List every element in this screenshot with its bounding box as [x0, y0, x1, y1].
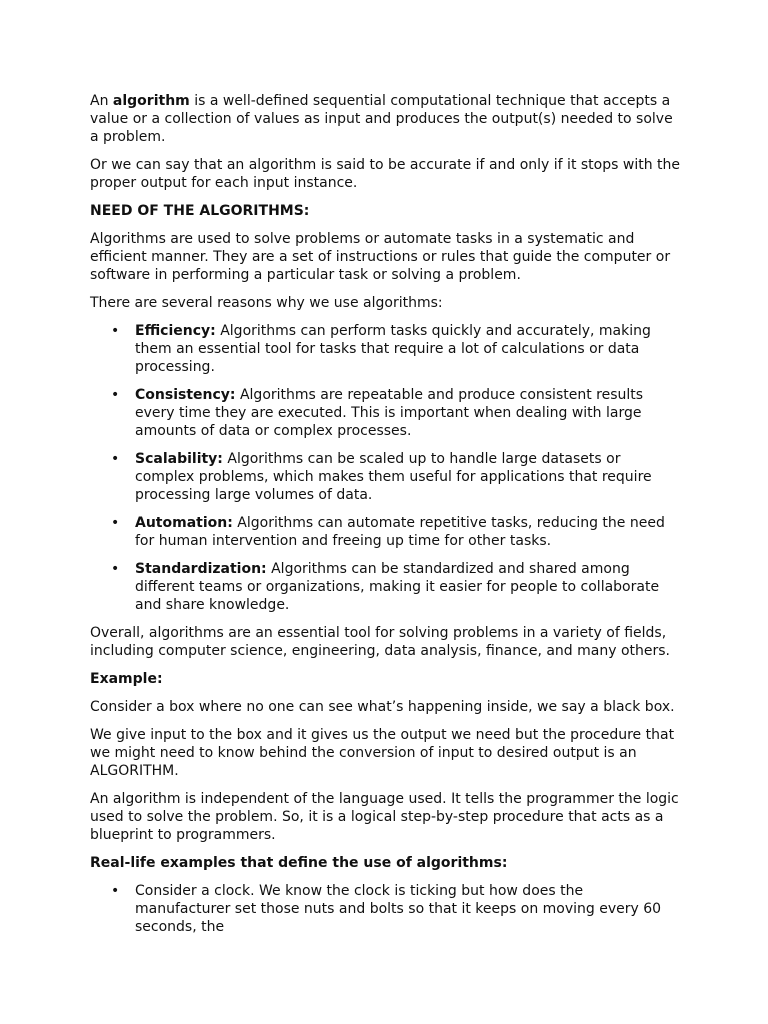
list-item-term: Consistency:	[135, 387, 236, 403]
list-item-automation	[111, 514, 682, 550]
intro-paragraph-1	[90, 92, 682, 146]
bullet-icon: •	[111, 515, 120, 531]
list-item-efficiency	[111, 322, 682, 376]
intro-text-suffix: is a well-defined sequential computational technique that accepts a value or a collection of values as input and produces the output(s) needed to solve a problem.	[90, 93, 673, 145]
real-life-list	[90, 882, 682, 936]
example-heading: Example:	[90, 671, 163, 687]
list-item-term: Standardization:	[135, 561, 267, 577]
list-item-clock	[111, 882, 682, 936]
list-item-standardization	[111, 560, 682, 614]
algorithm-term: algorithm	[112, 93, 190, 109]
intro-text-prefix: An	[90, 93, 113, 109]
list-item-text: Algorithms can perform tasks quickly and accurately, making them an essential tool for tasks that require a lot of calculations or data processing.	[135, 323, 651, 375]
bullet-icon: •	[111, 451, 120, 467]
need-paragraph-1: Algorithms are used to solve problems or automate tasks in a systematic and efficient manner. They are a set of instructions or rules that guide the computer or software in performing a particular task or solving a problem.	[90, 231, 671, 283]
list-item-text: Algorithms can be standardized and shared among different teams or organizations, making it easier for people to collaborate and share knowledge.	[135, 561, 660, 613]
example-paragraph-2: We give input to the box and it gives us the output we need but the procedure that we might need to know behind the conversion of input to desired output is an ALGORITHM.	[90, 727, 675, 779]
list-item-term: Automation:	[135, 515, 233, 531]
example-paragraph-1: Consider a box where no one can see what’s happening inside, we say a black box.	[90, 699, 675, 715]
list-item-text: Algorithms can be scaled up to handle large datasets or complex problems, which makes them useful for applications that require processing large volumes of data.	[135, 451, 652, 503]
list-item-text: Algorithms can automate repetitive tasks, reducing the need for human intervention and freeing up time for other tasks.	[135, 515, 665, 549]
overall-paragraph: Overall, algorithms are an essential tool for solving problems in a variety of fields, including computer science, engineering, data analysis, finance, and many others.	[90, 625, 671, 659]
list-item-text: Algorithms are repeatable and produce consistent results every time they are executed. This is important when dealing with large amounts of data or complex processes.	[135, 387, 644, 439]
need-paragraph-2: There are several reasons why we use algorithms:	[90, 295, 443, 311]
bullet-icon: •	[111, 387, 120, 403]
bullet-icon: •	[111, 883, 120, 899]
need-heading: NEED OF THE ALGORITHMS:	[90, 203, 310, 219]
list-item-text: Consider a clock. We know the clock is ticking but how does the manufacturer set those nuts and bolts so that it keeps on moving every 60 seconds, the	[135, 883, 662, 935]
list-item-term: Efficiency:	[135, 323, 216, 339]
intro-paragraph-2: Or we can say that an algorithm is said to be accurate if and only if it stops with the proper output for each input instance.	[90, 157, 680, 191]
bullet-icon: •	[111, 323, 120, 339]
document-page	[90, 92, 682, 946]
list-item-term: Scalability:	[135, 451, 223, 467]
list-item-consistency	[111, 386, 682, 440]
real-life-heading: Real-life examples that define the use of algorithms:	[90, 855, 508, 871]
bullet-icon: •	[111, 561, 120, 577]
reasons-list	[90, 322, 682, 614]
list-item-scalability	[111, 450, 682, 504]
example-paragraph-3: An algorithm is independent of the language used. It tells the programmer the logic used to solve the problem. So, it is a logical step-by-step procedure that acts as a blueprint to programmers.	[90, 791, 679, 843]
